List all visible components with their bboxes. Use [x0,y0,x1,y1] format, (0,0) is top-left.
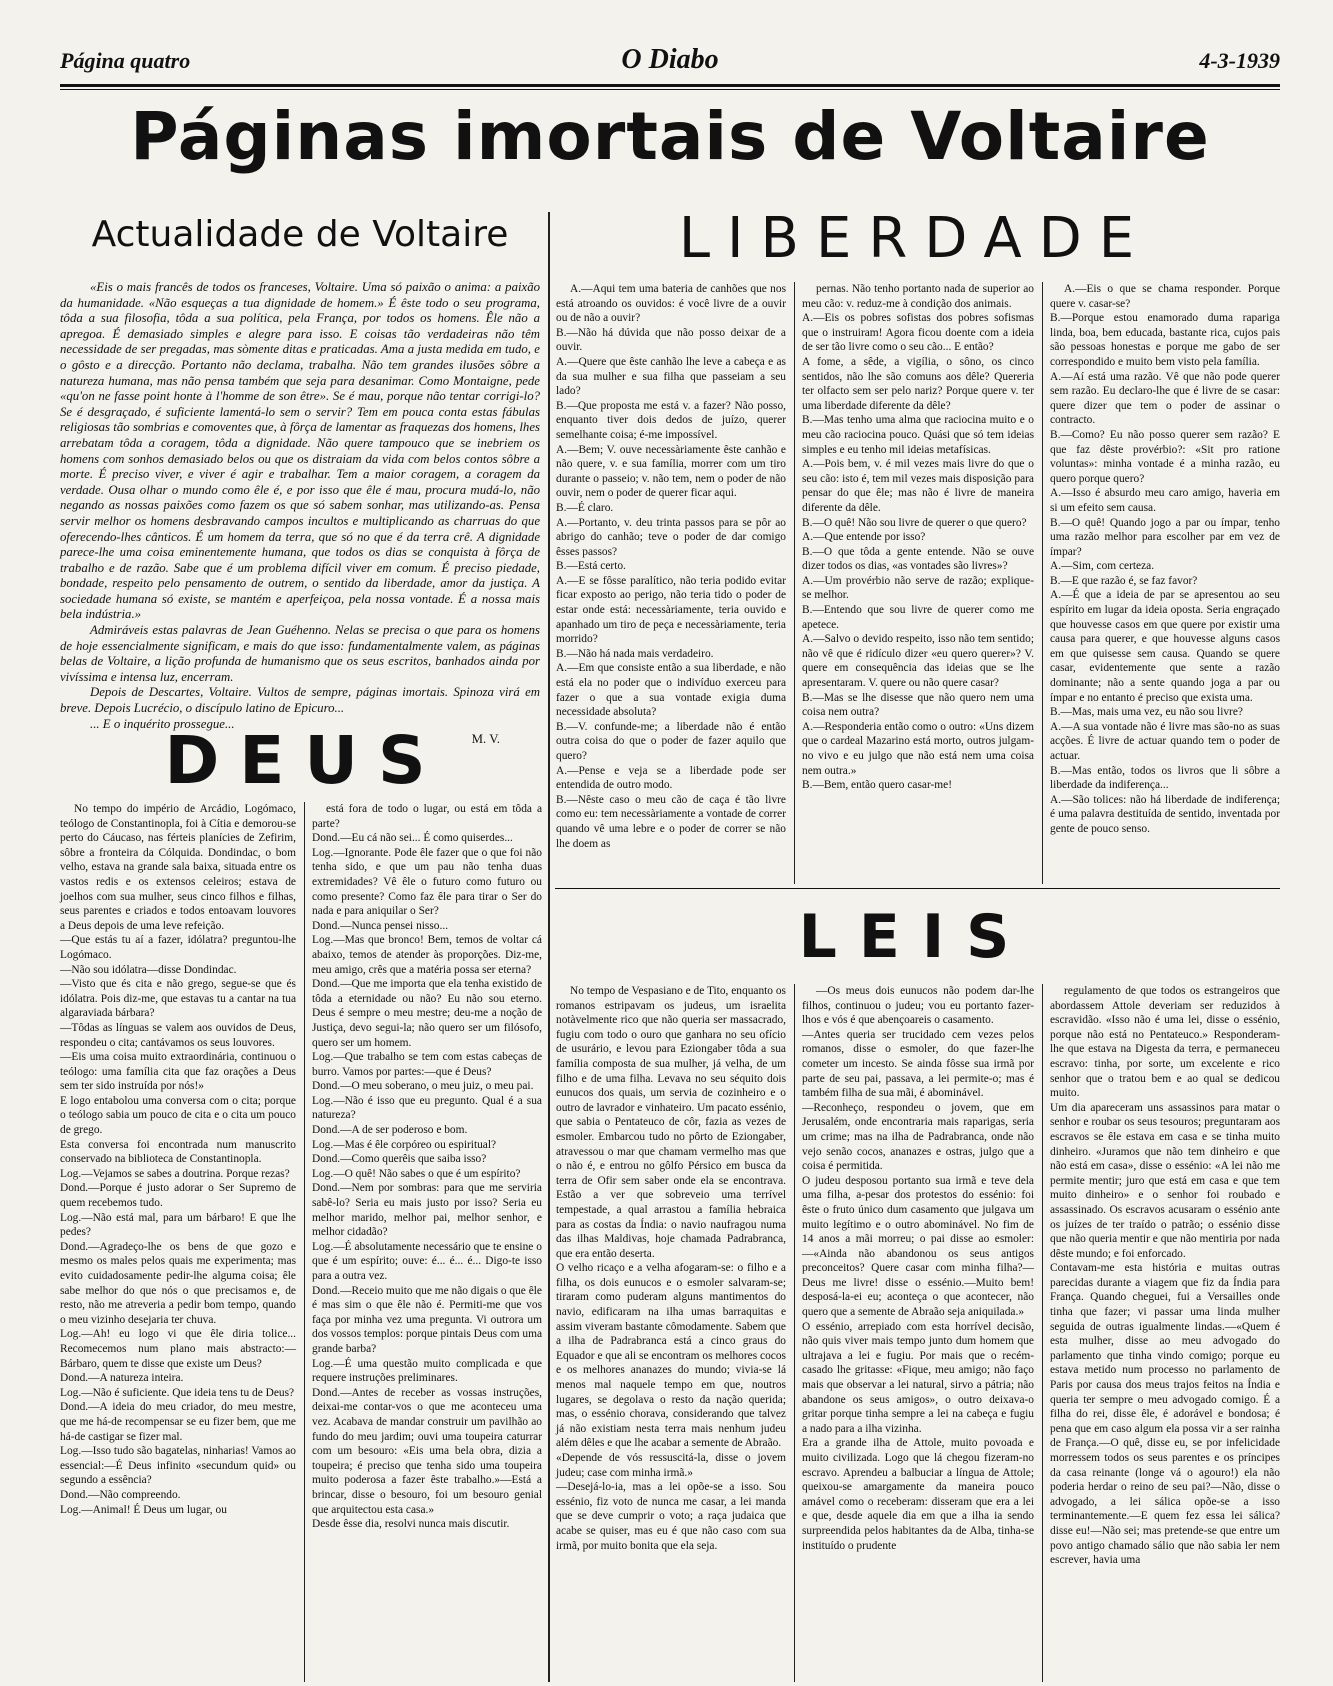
intro-paragraph: Depois de Descartes, Voltaire. Vultos de sempre, páginas imortais. Spinoza virá em breve. Depois Lucrécio, o discípulo latino de Epicuro... [60,685,540,716]
liberdade-column-2 [802,282,1034,882]
newspaper-name: O Diabo [621,44,719,75]
headline: Páginas imortais de Voltaire [130,98,1210,175]
leis-text: —Os meus dois eunucos não podem dar-lhe filhos, continuou o judeu; vou eu portanto fazer-lhos e vós é que abençoareis o casamento. —Antes queria ser trucidado cem vezes pelos romanos, disse o esmoler, do que fazer-lhe cometer um incesto. Se ainda fôsse sua irmã por parte de seu pai, passava, a lei permite-o; mas é também filha de sua mãi, é abominável. —Reconheço, respondeu o jovem, que em Jerusalém, onde encontraria mais raparigas, seria um crime; mas na ilha de Padrabranca, onde não vejo senão cocos, ananazes e ostras, julgo que a coisa é permitida. O judeu desposou portanto sua irmã e teve dela uma filha, a-pesar dos protestos do essénio: foi êste o fruto único dum casamento que julgava um muito legítimo e o outro abominável. No fim de 14 anos a mãi morreu; o pai disse ao esmoler:—«Ainda não abandonou os seus antigos preconceitos? Quere casar com minha filha?—Deus me livre! disse o essénio.—Muito bem! desposá-la-ei eu; aconteça o que acontecer, não quero que a semente de Abraão seja aniquilada.» O essénio, arrepiado com esta horrível decisão, não quis viver mais tempo junto dum homem que ultrajava a lei e fugiu. Por mais que o recém-casado lhe gritasse: «Fique, meu amigo; não faço mais que observar a lei natural, sirvo a pátria; não abandone os seus amigos», o outro deixava-o gritar porque tinha sempre a lei na cabeça e fugiu a nado para a ilha vizinha. Era a grande ilha de Attole, muito povoada e muito civilizada. Logo que lá chegou fizeram-no escravo. Aprendeu a balbuciar a língua de Attole; queixou-se amargamente da maneira pouco amável como o receberam: disseram que era a lei e que, desde aquele dia em que a ilha ia sendo surpreendida pelos habitantes da de Alba, tinha-se instituído o prudente [802,985,1034,1552]
liberdade-text: pernas. Não tenho portanto nada de superior ao meu cão: v. reduz-me à condição dos animais. A.—Eis os pobres sofistas dos pobres sofismas que o instruiram! Agora ficou doente com a ideia de ser tão livre como o seu cão... E então? A fome, a sêde, a vigília, o sôno, os cinco sentidos, não lhe são comuns aos dêle? Quereria ter olfacto sem ser pelo nariz? Porque quere v. ter uma liberdade diferente da dêle? B.—Mas tenho uma alma que raciocina muito e o meu cão raciocina pouco. Quási que só tem ideias simples e eu tenho mil ideias metafísicas. A.—Pois bem, v. é mil vezes mais livre do que o seu cão: isto é, tem mil vezes mais disposição para pensar do que êle; mas não é livre de maneira diferente da dêle. B.—O quê! Não sou livre de querer o que quero? A.—Que entende por isso? B.—O que tôda a gente entende. Não se ouve dizer todos os dias, «as vontades são livres»? A.—Um provérbio não serve de razão; explique-se melhor. B.—Entendo que sou livre de querer como me apetece. A.—Salvo o devido respeito, isso não tem sentido; não vê que é ridículo dizer «eu quero querer»? V. quere em consequência das ideias que se lhe apresentaram. V. quere ou não quere casar? B.—Mas se lhe disesse que não quero nem uma coisa nem outra? A.—Responderia então como o outro: «Uns dizem que o cardeal Mazarino está morto, outros julgam-no vivo e eu julgo que não está nem uma coisa nem outra.» B.—Bem, então quero casar-me! [802,283,1034,792]
liberdade-text: A.—Aqui tem uma bateria de canhões que nos está atroando os ouvidos: é você livre de a ouvir ou de não a ouvir? B.—Não há dúvida que não posso deixar de a ouvir. A.—Quere que êste canhão lhe leve a cabeça e as da sua mulher e sua filha que passeiam a seu lado? B.—Que proposta me está v. a fazer? Não posso, enquanto tiver dois dedos de juízo, querer semelhante coisa; é-me impossível. A.—Bem; V. ouve necessàriamente êste canhão e não quere, v. e sua família, morrer com um tiro durante o passeio; v. não tem, nem o poder de não ouvir, nem o poder de querer ficar aqui. B.—É claro. A.—Portanto, v. deu trinta passos para se pôr ao abrigo do canhão; teve o poder de dar comigo êsses passos? B.—Está certo. A.—E se fôsse paralítico, não teria podido evitar ficar exposto ao perigo, não teria tido o poder de estar onde está: necessàriamente, teria ouvido e apanhado um tiro de peça e necessàriamente, teria morrido? B.—Não há nada mais verdadeiro. A.—Em que consiste então a sua liberdade, e não está ela no poder que o indivíduo exerceu para fazer o que a sua vontade exigia duma necessidade absoluta? B.—V. confunde-me; a liberdade não é então outra coisa do que o poder de fazer aquilo que quero? A.—Pense e veja se a liberdade pode ser entendida de outro modo. B.—Nêste caso o meu cão de caça é tão livre como eu: tem necessàriamente a vontade de correr quando vê uma lebre e o poder de correr se não lhe doem as [556,283,786,850]
liberdade-text: A.—Eis o que se chama responder. Porque quere v. casar-se? B.—Porque estou enamorado duma rapariga linda, boa, bem educada, bastante rica, cujos pais são pessoas honestas e porque me gabo de ser correspondido e muito bem visto pela família. A.—Aí está uma razão. Vê que não pode querer sem razão. Eu declaro-lhe que é livre de se casar: quere dizer que tem o poder de assinar o contracto. B.—Como? Eu não posso querer sem razão? E que faz dêste provérbio?: «Sit pro ratione voluntas»: minha vontade é a minha razão, eu quero porque quero? A.—Isso é absurdo meu caro amigo, haveria em si um efeito sem causa. B.—O quê! Quando jogo a par ou ímpar, tenho uma razão melhor para escolher par em vez de ímpar? A.—Sim, com certeza. B.—E que razão é, se faz favor? A.—É que a ideia de par se apresentou ao seu espírito em lugar da ideia oposta. Seria engraçado que houvesse casos em que quere por existir uma causa para querer, e que houvesse alguns casos em que quisesse sem causa. Quando se quere casar, evidentemente que sente a razão dominante; não a sente quando joga a par ou ímpar e no entanto é preciso que exista uma. B.—Mas, mais uma vez, eu não sou livre? A.—A sua vontade não é livre mas são-no as suas acções. É livre de actuar quando tem o poder de actuar. B.—Mas então, todos os livros que li sôbre a liberdade da indiferença... A.—São tolices: não há liberdade de indiferença; é uma palavra destituída de sentido, inventada por gente de pouco senso. [1050,283,1280,835]
column-divider-lib-1 [794,282,795,884]
column-divider-lib-2 [1042,282,1043,884]
leis-text: No tempo de Vespasiano e de Tito, enquanto os romanos estripavam os judeus, um israelita notàvelmente rico que não queria ser massacrado, fugiu com todo o ouro que ganhara no seu ofício de usurário, e levou para Eziongaber tôda a sua família composta de sua mulher, já velha, de um filho e de uma filha. Levava no seu séquito dois eunucos dos quais, um servia de cozinheiro e o outro de lavrador e vinhateiro. Um pacato essénio, que sabia o Pentateuco de côr, fazia as vezes de esmoler. Embarcou tudo no pôrto de Eziongaber, atravessou o mar que chamam vermelho mas que o não é, e entrou no gôlfo Pérsico em busca da terra de Ofir sem saber onde ela se encontrava. Estão a ver que sobreveio uma terrível tempestade, a qual arrastou a família hebraica para as costas da Índia: o navio naufragou numa das ilhas Maldivas, hoje chamada Padrabranca, que era então deserta. O velho ricaço e a velha afogaram-se: o filho e a filha, os dois eunucos e o esmoler salvaram-se; tiraram como puderam alguns mantimentos do navio, edificaram na ilha umas barraquitas e assim viveram bastante cômodamente. Sabem que a ilha de Padrabranca está a cinco graus do Equador e que ali se encontram os melhores cocos e os melhores ananazes do mundo; vivia-se lá menos mal naquele tempo em que, noutros lugares, se degolava o resto da nação querida; mas, o essénio chorava, considerando que talvez já não existiam nesta terra mais nenhum judeu além dêles e que lhe acabar a semente de Abraão. «Depende de vós ressuscitá-la, disse o jovem judeu; case com minha irmã.» —Desejá-lo-ia, mas a lei opõe-se a isso. Sou essénio, fiz voto de nunca me casar, a lei manda que se deve cumprir o voto; a raça judaica que acabe se quiser, mas eu é que não caso com sua irmã, por muito bonita que ela seja. [556,985,786,1552]
issue-date: 4-3-1939 [1199,48,1280,73]
section-divider-leis [555,888,1280,889]
leis-column-1 [556,984,786,1680]
leis-title: LEIS [798,902,1032,972]
leis-text: regulamento de que todos os estrangeiros que abordassem Attole deveriam ser reduzidos à escravidão. «Isso não é uma lei, disse o essénio, porque não está no Pentateuco.» Responderam-lhe que estava na Digesta da terra, e permaneceu escravo: tinha, por sorte, um excelente e rico senhor que o tratou bem e ao qual se dedicou muito. Um dia apareceram uns assassinos para matar o senhor e roubar os seus tesouros; preguntaram aos escravos se êle estava em casa e se tinha muito dinheiro. «Juramos que não tem dinheiro e que não está em casa», disse o essénio: «A lei não me permite mentir; juro que está em casa e que tem muito dinheiro» e o senhor foi roubado e assassinado. Os escravos acusaram o essénio ante os juízes de ter traído o patrão; o essénio disse que não queria mentir e que não mentiria por nada dêste mundo; e foi enforcado. Contavam-me esta história e muitas outras parecidas durante a viagem que fiz da Índia para França. Quando cheguei, fui a Versailles onde tinha que fazer; vi passar uma linda mulher seguida de outras igualmente lindas.—«Quem é esta mulher, disse ao meu advogado do parlamento que tinha vindo comigo; porque eu estava metido num processo no parlamento de Paris por causa dos meus trajos feitos na Índia e queria ter sempre o meu advogado comigo. É a filha do rei, disse êle, é adorável e bondosa; é pena que em caso algum ela possa vir a ser rainha de França.—O quê, disse eu, se por infelicidade morressem todos os seus parentes e os príncipes da casa reinante (longe vá o agouro!) ela não poderia herdar o reino de seu pai?—Não, disse o advogado, a lei sálica opõe-se a isso terminantemente.—E quem fez essa lei sálica? disse eu!—Não sei; mas pretende-se que entre um povo antigo chamado sálio que não sabia ler nem escrever, havia uma [1050,985,1280,1567]
column-divider-deus [304,802,305,1682]
deus-column-2 [312,802,542,1680]
column-divider-leis-2 [1042,984,1043,1682]
intro-title: Actualidade de Voltaire [91,214,509,255]
deus-title: DEUS [164,722,446,799]
intro-paragraph: ... E o inquérito prossegue... [90,716,235,731]
column-divider-leis-1 [794,984,795,1682]
leis-column-3 [1050,984,1280,1680]
liberdade-column-1 [556,282,786,882]
intro-paragraph: «Eis o mais francês de todos os franceses, Voltaire. Uma só paixão o anima: a paixão da humanidade. «Não esqueças a tua dignidade de homem.» É êste todo o seu programa, tôda a sua filosofia, tôda a sua política, pela França, por todos os homens. Êle não a apregoa. É demasiado simples e alegre para isso. E coisas tão verdadeiras não têm necessidade de ser pregadas, mas sòmente ditas e praticadas. Ama a justa medida em tudo, e o gôsto e a direcção. Portanto não declama, trabalha. Não tem grandes ilusões sôbre a natureza humana, mas não pensa também que seja para desanimar. Como Montaigne, pede «qu'on ne fasse point honte à l'homme de son être». Se é mau, porque não tentar corrigi-lo? Se é desgraçado, é suficiente lamentá-lo sem o servir? Tem em pouca conta estas fábulas religiosas tão sombrias e comoventes que, à fôrça de lamentar as fraquezas dos homens, lhes arrebatam tôda a coragem, tôda a dignidade. Não quere tampouco que se inebriem os homens com sonhos demasiado belos ou que os distraiam da vida com belos contos sôbre a morte. É preciso viver, e viver é agir e trabalhar. Tem a maior coragem, a coragem da verdade. Ousa olhar o mundo como êle é, e por isso que êle é mau, procura mudá-lo, não negando as nossas paixões como fazem os que só sabem sonhar, mas utilizando-as. Pensa servir melhor os homens desbravando campos incultos e multiplicando as charruas do que oferecendo-lhes cânticos. É um homem da terra, que só no que é da terra crê. A dignidade parece-lhe uma coisa eminentemente humana, que todos os dias se conquista à fôrça de trabalho e de razão. Sabe que é um problema difícil viver em comum. É preciso piedade, bondade, respeito pelo pensamento de outrem, o sentido da liberdade, amor da justiça. A sociedade humana só existe, se mantém e aperfeiçoa, pela nossa vontade. É a nossa mais bela indústria.» [60,280,540,622]
liberdade-column-3 [1050,282,1280,882]
masthead-rule-2 [60,89,1280,90]
masthead [60,44,1280,82]
page-label: Página quatro [60,48,191,73]
column-divider-main [548,212,550,1682]
masthead-rule-1 [60,84,1280,87]
deus-text: No tempo do império de Arcádio, Logómaco, teólogo de Constantinopla, foi à Cítia e demorou-se perto do Cáucaso, nas férteis planícies de Zefirim, sôbre a fronteira da Cólquida. Dondindac, o bom velho, estava na grande sala baixa, situada entre os vastos redis e os extensos celeiros; estava de joelhos com sua mulher, seus cinco filhos e filhas, seus parentes e criados e todos entoavam louvores a Deus depois de uma leve refeição. —Que estás tu aí a fazer, idólatra? preguntou-lhe Logómaco. —Não sou idólatra—disse Dondindac. —Visto que és cita e não grego, segue-se que és idólatra. Pois diz-me, que estavas tu a cantar na tua algaraviada bárbara? —Tôdas as línguas se valem aos ouvidos de Deus, respondeu o cita; cantávamos os seus louvores. —Eis uma coisa muito extraordinária, continuou o teólogo: uma família cita que faz orações a Deus sem ter sido instruída por nós!» E logo entabolou uma conversa com o cita; porque o teólogo sabia um pouco de cita e o cita um pouco de grego. Esta conversa foi encontrada num manuscrito conservado na biblioteca de Constantinopla. Log.—Vejamos se sabes a doutrina. Porque rezas? Dond.—Porque é justo adorar o Ser Supremo de quem recebemos tudo. Log.—Não está mal, para um bárbaro! E que lhe pedes? Dond.—Agradeço-lhe os bens de que gozo e mesmo os males pelos quais me experimenta; mas evito cuidadosamente pedir-lhe alguma coisa; êle sabe melhor do que nós o que precisamos e, de resto, não me atreveria a pedir bom tempo, quando o meu vizinho desejaria ter chuva. Log.—Ah! eu logo vi que êle diria tolice... Recomecemos num plano mais abstracto:—Bárbaro, quem te disse que existe um Deus? Dond.—A natureza inteira. Log.—Não é suficiente. Que ideia tens tu de Deus? Dond.—A ideia do meu criador, do meu mestre, que me há-de recompensar se eu fizer bem, que me há-de castigar se fizer mal. Log.—Isso tudo são bagatelas, ninharias! Vamos ao essencial:—É Deus infinito «secundum quid» ou segundo a essência? Dond.—Não compreendo. Log.—Animal! É Deus um lugar, ou [60,803,296,1516]
deus-column-1 [60,802,296,1680]
deus-text: está fora de todo o lugar, ou está em tôda a parte? Dond.—Eu cá não sei... É como quiserdes... Log.—Ignorante. Pode êle fazer que o que foi não tenha sido, e que um pau não tenha duas extremidades? Vê êle o futuro como futuro ou como presente? Como faz êle para tirar o Ser do nada e para aniquilar o Ser? Dond.—Nunca pensei nisso... Log.—Mas que bronco! Bem, temos de voltar cá abaixo, temos de atender às proporções. Diz-me, meu amigo, crês que a matéria possa ser eterna? Dond.—Que me importa que ela tenha existido de tôda a eternidade ou não? Eu não sou eterno. Deus é sempre o meu mestre; deu-me a noção de Justiça, devo segui-la; não quero ser um filósofo, quero ser um homem. Log.—Que trabalho se tem com estas cabeças de burro. Vamos por partes:—que é Deus? Dond.—O meu soberano, o meu juiz, o meu pai. Log.—Não é isso que eu pregunto. Qual é a sua natureza? Dond.—A de ser poderoso e bom. Log.—Mas é êle corpóreo ou espiritual? Dond.—Como querêis que saiba isso? Log.—O quê! Não sabes o que é um espírito? Dond.—Nem por sombras: para que me serviria sabê-lo? Seria eu mais justo por isso? Seria eu melhor marido, melhor pai, melhor senhor, e melhor cidadão? Log.—É absolutamente necessário que te ensine o que é um espírito; ouve: é... é... é... Digo-te isso para a outra vez. Dond.—Receio muito que me não digais o que êle é mas sim o que êle não é. Permiti-me que vos faça por minha vez uma pregunta. Vi outrora um dos vossos templos: porque pintais Deus com uma grande barba? Log.—É uma questão muito complicada e que requere instruções preliminares. Dond.—Antes de receber as vossas instruções, deixai-me contar-vos o que me aconteceu uma vez. Acabava de mandar construir um pavilhão ao fundo do meu jardim; ouvi uma toupeira caturrar com um besouro: «Eis uma bela obra, dizia a toupeira; é preciso que tenha sido uma toupeira muito poderosa a fazer êste trabalho.»—Está a brincar, disse o besouro, foi um besouro genial que arquitectou esta casa.» Desde êsse dia, resolvi nunca mais discutir. [312,803,543,1531]
intro-text [60,280,540,747]
liberdade-title: LIBERDADE [678,206,1152,271]
intro-paragraph: Admiráveis estas palavras de Jean Guéhenno. Nelas se precisa o que para os homens de hoje essencialmente significam, e mais do que isso: fundamentalmente valem, as páginas belas de Voltaire, a lição profunda de humanismo que os seus escritos, banhados ainda por vivíssima e intensa luz, encerram. [60,623,540,684]
leis-column-2 [802,984,1034,1680]
intro-signature: M. V. [471,732,500,747]
